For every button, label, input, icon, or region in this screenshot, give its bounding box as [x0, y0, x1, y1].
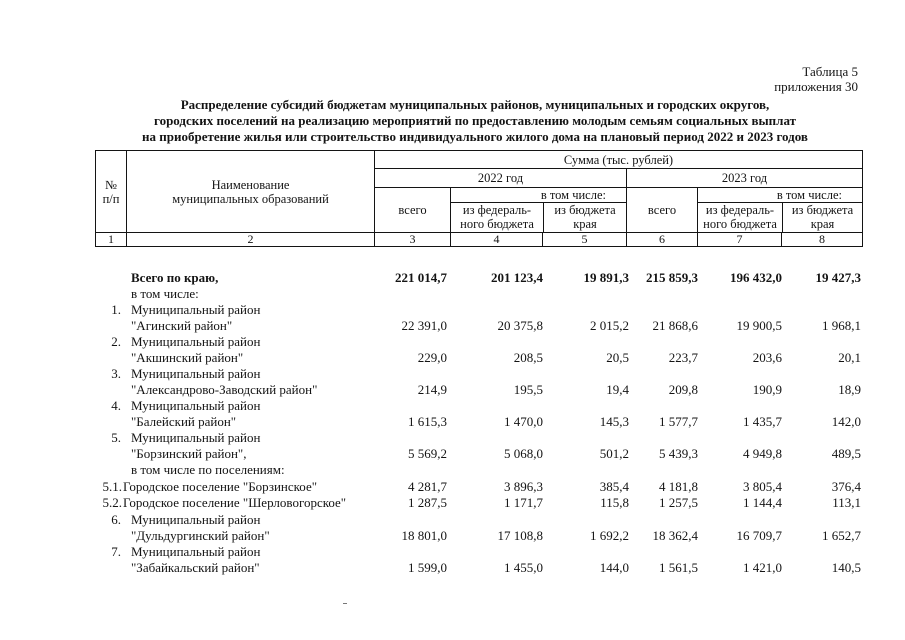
value-regional-2022: 19,4 — [606, 382, 629, 397]
value-federal-2022: 208,5 — [513, 350, 543, 365]
value-regional-2022: 115,8 — [600, 495, 629, 510]
value-federal-2023: 196 432,0 — [730, 270, 782, 285]
value-total-2023: 1 257,5 — [659, 495, 698, 510]
value-total-2022: 221 014,7 — [395, 270, 447, 285]
row-name: Муниципальный район — [131, 366, 261, 381]
column-number-2: 2 — [127, 233, 375, 247]
header-federal-2023: из федераль- ного бюджета — [698, 203, 783, 232]
value-regional-2022: 1 692,2 — [590, 528, 629, 543]
row-name: Муниципальный район — [131, 512, 261, 527]
header-sum: Сумма (тыс. рублей) — [375, 151, 863, 169]
value-federal-2022: 1 455,0 — [504, 560, 543, 575]
scan-speck — [343, 603, 347, 604]
value-federal-2023: 1 421,0 — [743, 560, 782, 575]
value-federal-2022: 17 108,8 — [497, 528, 543, 543]
value-regional-2022: 20,5 — [606, 350, 629, 365]
value-total-2023: 18 362,4 — [652, 528, 698, 543]
row-number: 3. — [111, 366, 121, 381]
value-regional-2023: 1 652,7 — [822, 528, 861, 543]
column-number-1: 1 — [96, 233, 127, 247]
column-number-6: 6 — [627, 233, 698, 247]
header-total-label: всего — [647, 203, 677, 217]
row-name: "Балейский район" — [131, 414, 237, 429]
row-name: Муниципальный район — [131, 302, 261, 317]
header-including-2022 — [451, 188, 627, 233]
row-number: 4. — [111, 398, 121, 413]
table-number: Таблица 5 — [802, 64, 858, 79]
value-federal-2023: 1 144,4 — [743, 495, 782, 510]
value-federal-2022: 5 068,0 — [504, 446, 543, 461]
row-name: "Дульдургинский район" — [131, 528, 270, 543]
value-federal-2023: 190,9 — [752, 382, 782, 397]
header-name-line-1: Наименование — [211, 177, 290, 192]
column-number-4: 4 — [451, 233, 543, 247]
value-total-2022: 18 801,0 — [401, 528, 447, 543]
table-number-caption — [700, 64, 858, 94]
value-federal-2022: 201 123,4 — [491, 270, 543, 285]
row-number: 5. — [111, 430, 121, 445]
row-name: "Александрово-Заводский район" — [131, 382, 318, 397]
value-regional-2023: 489,5 — [831, 446, 861, 461]
value-total-2022: 229,0 — [417, 350, 447, 365]
column-number-7: 7 — [698, 233, 782, 247]
row-name: в том числе по поселениям: — [131, 462, 285, 477]
header-including-2023 — [698, 188, 863, 233]
value-regional-2022: 2 015,2 — [590, 318, 629, 333]
value-total-2022: 4 281,7 — [408, 479, 447, 494]
value-regional-2023: 20,1 — [838, 350, 861, 365]
column-number-8: 8 — [782, 233, 863, 247]
header-total-2023 — [627, 188, 698, 233]
value-federal-2022: 1 470,0 — [504, 414, 543, 429]
value-regional-2023: 19 427,3 — [815, 270, 861, 285]
value-regional-2022: 385,4 — [599, 479, 629, 494]
header-year-2023: 2023 год — [627, 169, 863, 188]
value-total-2023: 1 577,7 — [659, 414, 698, 429]
value-regional-2022: 19 891,3 — [583, 270, 629, 285]
row-name: в том числе: — [131, 286, 199, 301]
row-name: "Агинский район" — [131, 318, 233, 333]
row-name: "Забайкальский район" — [131, 560, 260, 575]
header-number — [96, 151, 127, 233]
row-name: "Борзинский район", — [131, 446, 247, 461]
value-regional-2023: 140,5 — [831, 560, 861, 575]
row-number: 1. — [111, 302, 121, 317]
value-total-2022: 5 569,2 — [408, 446, 447, 461]
header-including-label: в том числе: — [540, 188, 606, 202]
value-federal-2022: 3 896,3 — [504, 479, 543, 494]
value-total-2022: 1 599,0 — [408, 560, 447, 575]
header-total-label: всего — [398, 203, 427, 217]
header-number-abbr: п/п — [102, 191, 120, 206]
row-name: Городское поселение "Борзинское" — [123, 479, 318, 494]
header-name — [127, 151, 375, 233]
table-header — [95, 150, 863, 247]
value-total-2023: 21 868,6 — [652, 318, 698, 333]
value-federal-2022: 20 375,8 — [497, 318, 543, 333]
title-line-3: на приобретение жилья или строительство индивидуального жилого дома на плановый период 2022 и 2023 годов — [142, 129, 808, 144]
value-regional-2023: 1 968,1 — [822, 318, 861, 333]
row-name: "Акшинский район" — [131, 350, 244, 365]
value-regional-2023: 142,0 — [831, 414, 861, 429]
header-regional-2022: из бюджета края — [554, 203, 616, 231]
value-regional-2023: 376,4 — [831, 479, 861, 494]
header-regional-2023: из бюджета края — [791, 203, 854, 231]
value-federal-2023: 3 805,4 — [743, 479, 782, 494]
value-regional-2022: 144,0 — [599, 560, 629, 575]
value-total-2022: 22 391,0 — [401, 318, 447, 333]
value-federal-2023: 19 900,5 — [736, 318, 782, 333]
header-name-line-2: муниципальных образований — [172, 191, 329, 206]
value-federal-2023: 1 435,7 — [743, 414, 782, 429]
value-total-2023: 209,8 — [668, 382, 698, 397]
row-number: 5.1. — [102, 479, 122, 494]
row-number: 5.2. — [102, 495, 122, 510]
header-including-label: в том числе: — [776, 188, 842, 202]
value-regional-2023: 113,1 — [832, 495, 861, 510]
value-regional-2022: 501,2 — [599, 446, 629, 461]
value-federal-2023: 16 709,7 — [736, 528, 782, 543]
value-total-2023: 5 439,3 — [659, 446, 698, 461]
value-total-2022: 1 287,5 — [408, 495, 447, 510]
header-number-symbol: № — [105, 177, 117, 192]
value-federal-2023: 4 949,8 — [743, 446, 782, 461]
document-title — [85, 97, 865, 145]
value-total-2023: 1 561,5 — [659, 560, 698, 575]
row-name: Муниципальный район — [131, 398, 261, 413]
value-total-2023: 215 859,3 — [646, 270, 698, 285]
row-number: 7. — [111, 544, 121, 559]
value-federal-2023: 203,6 — [752, 350, 782, 365]
column-number-5: 5 — [543, 233, 627, 247]
header-total-2022 — [375, 188, 451, 233]
row-name: Всего по краю, — [131, 270, 219, 285]
row-name: Муниципальный район — [131, 334, 261, 349]
value-total-2022: 214,9 — [417, 382, 447, 397]
row-name: Муниципальный район — [131, 430, 261, 445]
title-line-2: городских поселений на реализацию мероприятий по предоставлению молодым семьям социальных выплат — [153, 113, 796, 128]
appendix-number: приложения 30 — [774, 79, 858, 94]
header-year-2022: 2022 год — [375, 169, 627, 188]
value-total-2022: 1 615,3 — [408, 414, 447, 429]
row-number: 2. — [111, 334, 121, 349]
value-regional-2022: 145,3 — [599, 414, 629, 429]
title-line-1: Распределение субсидий бюджетам муниципальных районов, муниципальных и городских округов, — [180, 97, 770, 112]
value-total-2023: 4 181,8 — [659, 479, 698, 494]
header-federal-2022: из федераль- ного бюджета — [451, 203, 544, 232]
column-number-3: 3 — [375, 233, 451, 247]
row-number: 6. — [111, 512, 121, 527]
value-regional-2023: 18,9 — [838, 382, 861, 397]
value-total-2023: 223,7 — [668, 350, 698, 365]
row-name: Городское поселение "Шерловогорское" — [123, 495, 347, 510]
value-federal-2022: 1 171,7 — [504, 495, 543, 510]
value-federal-2022: 195,5 — [513, 382, 543, 397]
row-name: Муниципальный район — [131, 544, 261, 559]
